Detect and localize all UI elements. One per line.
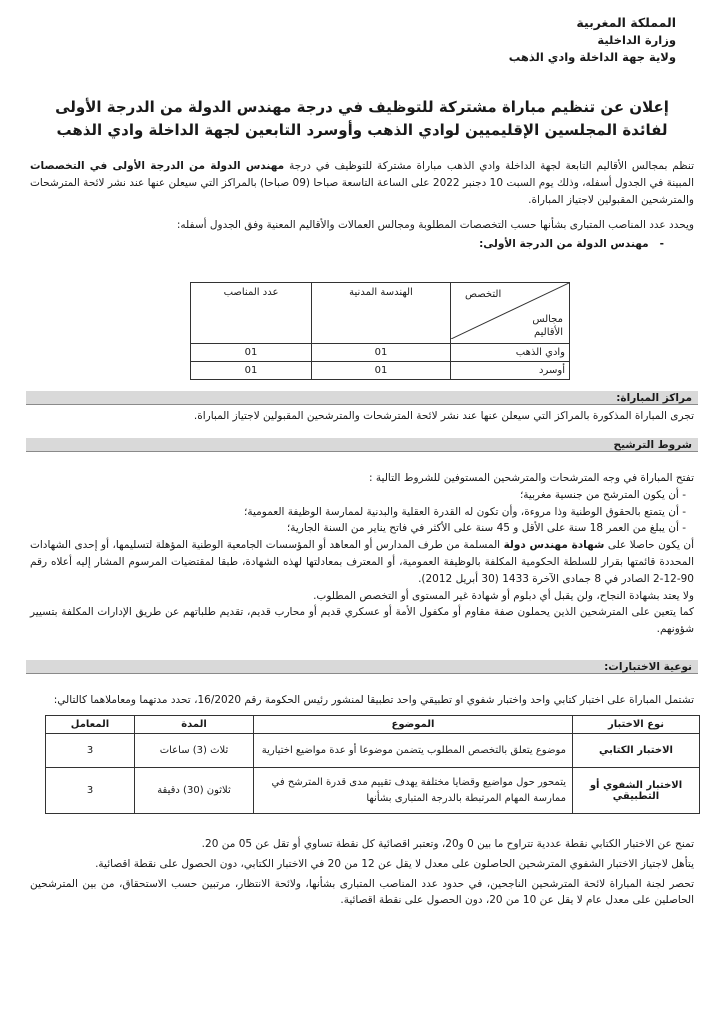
grading-text-1: تمنح عن الاختبار الكتابي نقطة عددية تتراوح ما بين 0 و20، وتعتبر اقصائية كل نقطة تساوي أو تقل عن 05 من 20. <box>201 838 694 850</box>
grade-label <box>30 236 664 253</box>
council-cell: وادي الذهب <box>451 344 570 362</box>
conditions-list <box>30 487 694 537</box>
exam-subject-cell: يتمحور حول مواضيع وقضايا مختلفة يهدف تقييم مدى قدرة المترشح في ممارسة المهام المرتبطة بالدرجة المتبارى بشأنها <box>254 768 573 814</box>
posts-intro: ويحدد عدد المناصب المتبارى بشأنها حسب التخصصات المطلوبة ومجالس العمالات والأقاليم المعنية وفق الجدول أسفله: <box>176 219 694 231</box>
civil-cell: 01 <box>312 362 451 380</box>
title-line-2: لفائدة المجلسين الإقليميين لوادي الذهب وأوسرد التابعين لجهة الداخلة وادي الذهب <box>56 121 668 140</box>
list-item: - أن يتمتع بالحقوق الوطنية وذا مروءة، وأن تكون له القدرة العقلية والبدنية لممارسة الوظيفة العمومية؛ <box>30 504 686 521</box>
table-row <box>191 344 570 362</box>
exam-duration-cell: ثلاث (3) ساعات <box>135 734 254 768</box>
degree-emphasis: شهادة مهندس دولة <box>503 539 605 552</box>
intro-paragraph <box>30 158 694 208</box>
count-cell: 01 <box>191 344 312 362</box>
exams-table <box>45 715 700 814</box>
letterhead <box>509 14 676 65</box>
diag-councils-line1: مجالس <box>532 314 563 325</box>
degree-text-c: المسلمة من طرف المدارس أو المعاهد أو المؤسسات الجامعية الوطنية المؤهلة لتسليمها، أو إحدى الشهادات المحددة قائمتها بقرار للسلطة الحكومية المكلفة بالوظيفة العمومية، أو المعترف بمعادلتها لهذه الشهادة، طبقا لمقتضيات المرسوم المشار إليه أعلاه رقم 90-12-2 الصادر في 8 جمادى الآخرة 1433 (30 أبريل 2012). <box>30 539 694 585</box>
table-row <box>191 362 570 380</box>
degree-condition <box>30 537 694 587</box>
col-duration: المدة <box>135 716 254 734</box>
grade-dash: - <box>648 238 664 250</box>
intro-text-c: المبينة في الجدول أسفله، وذلك يوم السبت 10 دجنبر 2022 على الساعة التاسعة صباحا (09 صباحا) بالمراكز التي سيعلن عنها عند نشر لائحة المترشحات والمترشحين المقبولين لاجتياز المباراة. <box>30 176 694 206</box>
centers-text: تجرى المباراة المذكورة بالمراكز التي سيعلن عنها عند نشر لائحة المترشحات والمترشحين المقبولين لاجتياز المباراة. <box>193 410 694 422</box>
col-subject: الموضوع <box>254 716 573 734</box>
col-coefficient: المعامل <box>46 716 135 734</box>
grading-text-3: تحصر لجنة المباراة لائحة المترشحين الناجحين، في حدود عدد المناصب المتبارى بشأنها، ولائحة الانتظار، مرتبين حسب الاستحقاق، من بين المترشحين الحاصلين على معدل عام لا يقل عن 10 من 20، دون الحصول على نقطة اقصائية. <box>30 877 694 907</box>
exam-type-cell: الاختبار الكتابي <box>573 734 700 768</box>
conditions-note-2: كما يتعين على المترشحين الذين يحملون صفة مقاوم أو مكفول الأمة أو عسكري قديم أو محارب قديم، تقديم طلباتهم عن طريق الإدارات المكلفة بتسيير شؤونهم. <box>30 606 694 636</box>
col-exam-type: نوع الاختبار <box>573 716 700 734</box>
exam-coef-cell: 3 <box>46 768 135 814</box>
table-row <box>46 768 700 814</box>
table-row <box>46 734 700 768</box>
intro-grade-emphasis: مهندس الدولة من الدرجة الأولى في التخصصات <box>30 160 285 172</box>
exam-duration-cell: ثلاثون (30) دقيقة <box>135 768 254 814</box>
col-civil-engineering: الهندسة المدنية <box>312 283 451 344</box>
exam-type-cell: الاختبار الشفوي أو التطبيقي <box>573 768 700 814</box>
grading-text-2: يتأهل لاجتياز الاختبار الشفوي المترشحين الحاصلون على معدل لا يقل عن 12 من 20 في الاختبار الكتابي، دون الحصول على نقطة اقصائية. <box>95 857 694 870</box>
conditions-note-1: ولا يعتد بشهادة النجاح، ولن يقبل أي دبلوم أو شهادة غير المستوى أو التخصص المطلوب. <box>313 589 694 602</box>
intro-text-a: تنظم بمجالس الأقاليم التابعة لجهة الداخلة وادي الذهب مباراة مشتركة للتوظيف في درجة <box>289 160 694 172</box>
conditions-intro: تفتح المباراة في وجه المترشحات والمترشحين المستوفين للشروط التالية : <box>369 472 694 484</box>
diag-councils-label <box>532 313 563 339</box>
col-posts-count: عدد المناصب <box>191 283 312 344</box>
exam-subject-cell: موضوع يتعلق بالتخصص المطلوب يتضمن موضوعا أو عدة مواضيع اختيارية <box>254 734 573 768</box>
diagonal-header-cell <box>451 283 570 344</box>
kingdom-name: المملكة المغربية <box>576 15 676 30</box>
region-name: ولاية جهة الداخلة وادي الذهب <box>508 49 676 64</box>
posts-table <box>190 282 570 380</box>
degree-text-a: أن يكون حاصلا على <box>607 539 694 552</box>
council-cell: أوسرد <box>451 362 570 380</box>
section-centers-heading: مراكز المباراة: <box>26 391 698 405</box>
ministry-name: وزارة الداخلية <box>597 33 676 48</box>
count-cell: 01 <box>191 362 312 380</box>
section-exams-heading: نوعية الاختبارات: <box>26 660 698 674</box>
diag-councils-line2: الأقاليم <box>533 327 563 338</box>
title-line-1: إعلان عن تنظيم مباراة مشتركة للتوظيف في درجة مهندس الدولة من الدرجة الأولى <box>55 98 669 116</box>
grading-block <box>30 836 694 909</box>
announcement-title <box>40 96 684 143</box>
civil-cell: 01 <box>312 344 451 362</box>
grade-label-text: مهندس الدولة من الدرجة الأولى: <box>479 238 649 250</box>
list-item: - أن يبلغ من العمر 18 سنة على الأقل و 45 سنة على الأكثر في فاتح يناير من السنة الجارية؛ <box>30 520 686 537</box>
diag-specialty-label: التخصص <box>465 289 502 300</box>
exam-coef-cell: 3 <box>46 734 135 768</box>
list-item: - أن يكون المترشح من جنسية مغربية؛ <box>30 487 686 504</box>
exams-intro: تشتمل المباراة على اختبار كتابي واحد واختبار شفوي او تطبيقي واحد تطبيقا لمنشور رئيس الحكومة رقم 16/2020، تحدد مدتهما ومعاملاهما كالتالي: <box>53 694 694 706</box>
section-conditions-heading: شروط الترشيح <box>26 438 698 452</box>
conditions-block <box>30 470 694 638</box>
